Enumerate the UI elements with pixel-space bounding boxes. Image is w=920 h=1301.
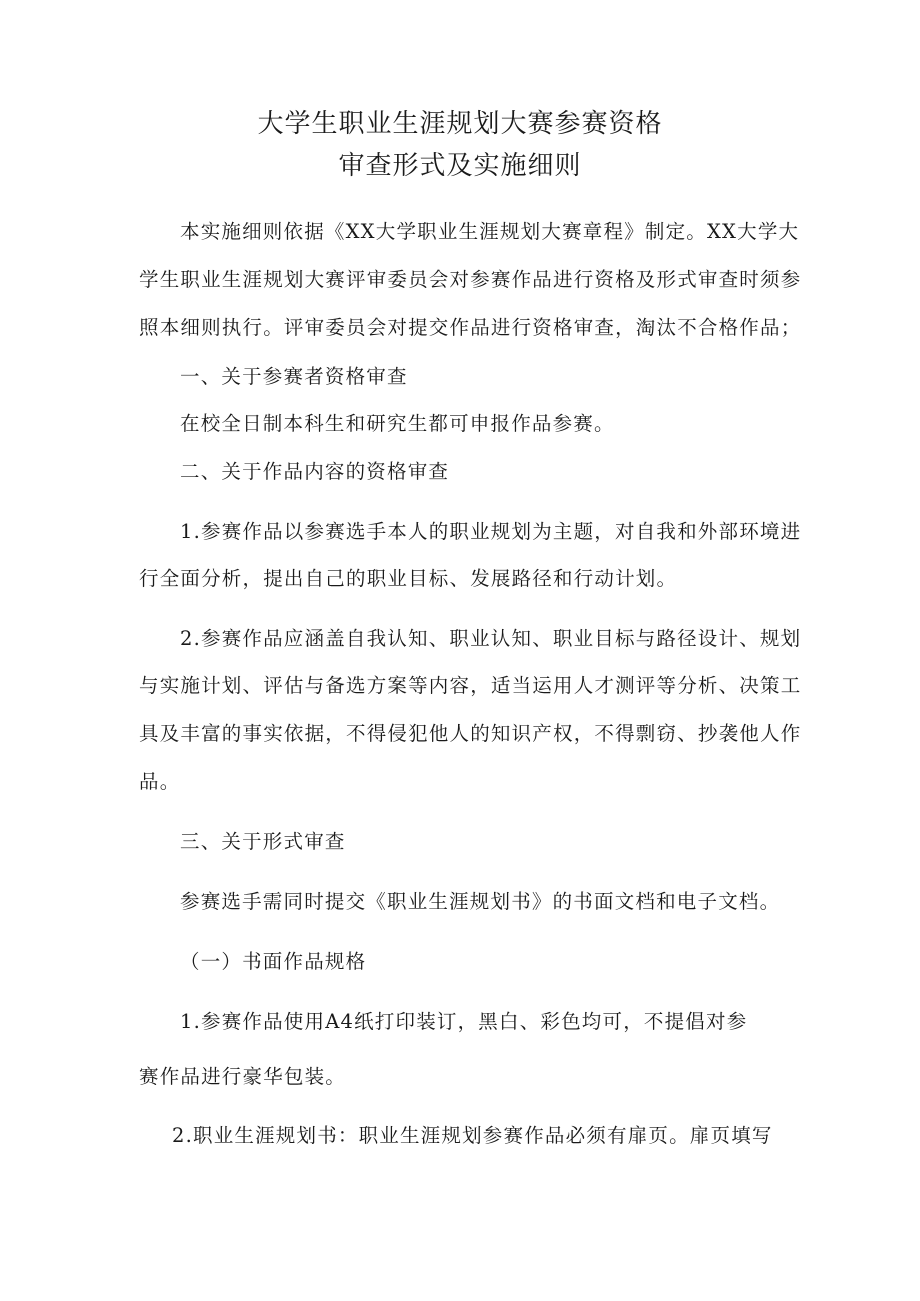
item2-line-3: 具及丰富的事实依据，不得侵犯他人的知识产权，不得剽窃、抄袭他人作: [139, 722, 802, 745]
intro-line-2: 学生职业生涯规划大赛评审委员会对参赛作品进行资格及形式审查时须参: [139, 268, 802, 291]
spec1-line-1: 1.参赛作品使用A4纸打印装订，黑白、彩色均可，不提倡对参: [180, 1010, 748, 1033]
section1-heading: 一、关于参赛者资格审查: [180, 365, 408, 388]
section3-heading: 三、关于形式审查: [180, 830, 346, 853]
section1-text: 在校全日制本科生和研究生都可申报作品参赛。: [180, 412, 615, 435]
document-title-line-1: 大学生职业生涯规划大赛参赛资格: [257, 109, 663, 139]
intro-line-1: 本实施细则依据《XX大学职业生涯规划大赛章程》制定。XX大学大: [180, 220, 800, 243]
item2-line-1: 2.参赛作品应涵盖自我认知、职业认知、职业目标与路径设计、规划: [180, 627, 802, 650]
spec1-line-2: 赛作品进行豪华包装。: [139, 1065, 347, 1088]
item1-line-1: 1.参赛作品以参赛选手本人的职业规划为主题，对自我和外部环境进: [180, 520, 802, 543]
section2-heading: 二、关于作品内容的资格审查: [180, 460, 450, 483]
intro-line-3: 照本细则执行。评审委员会对提交作品进行资格审查，淘汰不合格作品；: [139, 316, 802, 339]
item1-line-2: 行全面分析，提出自己的职业目标、发展路径和行动计划。: [139, 567, 678, 590]
document-title-line-2: 审查形式及实施细则: [338, 151, 582, 181]
subsection1-heading: （一）书面作品规格: [180, 950, 367, 973]
section3-text: 参赛选手需同时提交《职业生涯规划书》的书面文档和电子文档。: [180, 890, 781, 913]
item2-line-4: 品。: [139, 770, 181, 793]
item2-line-2: 与实施计划、评估与备选方案等内容，适当运用人才测评等分析、决策工: [139, 674, 802, 697]
spec2-line-1: 2.职业生涯规划书：职业生涯规划参赛作品必须有扉页。扉页填写: [172, 1124, 773, 1147]
